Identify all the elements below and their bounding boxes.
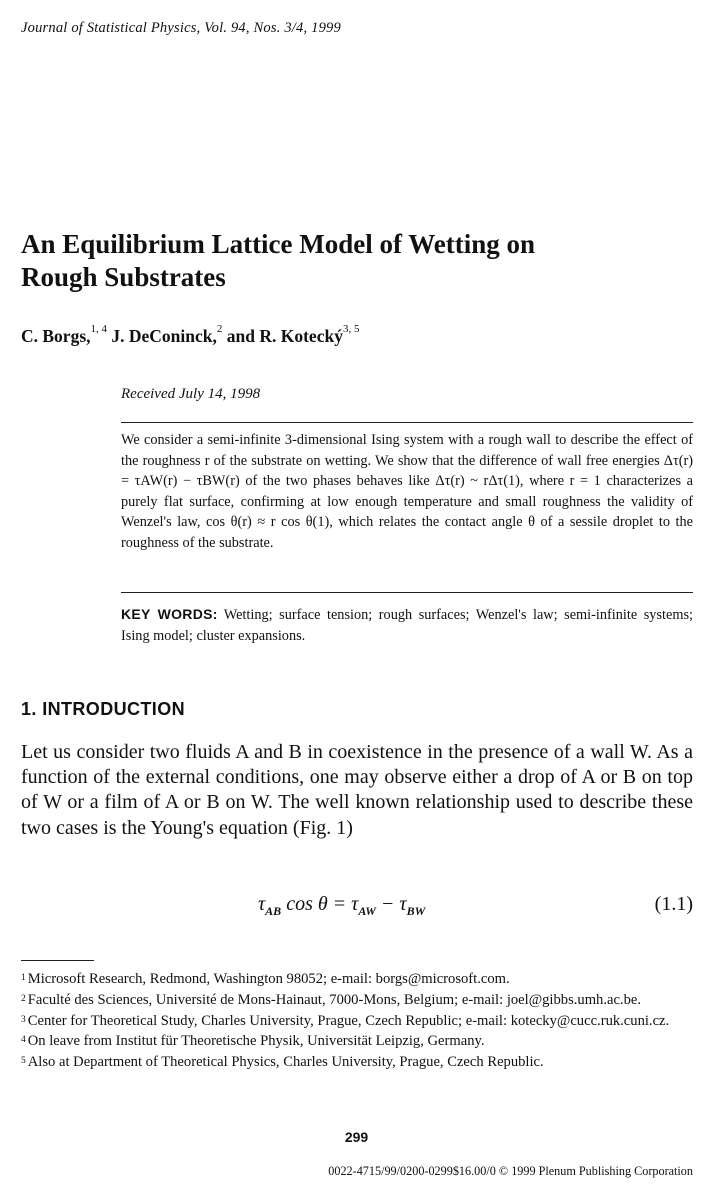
author-list — [21, 323, 360, 347]
footnote — [21, 1052, 693, 1073]
footnote-text: Also at Department of Theoretical Physics, Charles University, Prague, Czech Republic. — [27, 1054, 544, 1071]
footnote — [21, 990, 693, 1011]
author-name: and R. Kotecký — [226, 326, 343, 346]
footnote-text: Center for Theoretical Study, Charles University, Prague, Czech Republic; e-mail: kotecky@cucc.ruk.cuni.cz. — [27, 1012, 670, 1029]
eq-sub-bw: BW — [406, 904, 426, 918]
received-date: Received July 14, 1998 — [121, 386, 261, 402]
eq-sub-aw: AW — [358, 904, 376, 918]
intro-text: Let us consider two fluids A and B in coexistence in the presence of a wall W. As a function of the external conditions, one may observe either a drop of A or B on top of W or a film of A or B on W. The well known relationship used to describe these two cases is the Young's equation (Fig. 1) — [21, 741, 693, 839]
footnote-mark: 5 — [21, 1056, 26, 1067]
footnotes — [21, 969, 693, 1073]
eq-tau: τ — [258, 893, 266, 915]
author-affiliation: 3, 5 — [342, 323, 360, 335]
section-heading: 1. INTRODUCTION — [21, 699, 186, 719]
keywords — [121, 604, 693, 647]
eq-sub-ab: AB — [265, 904, 282, 918]
abstract — [121, 430, 693, 554]
author-name: C. Borgs, — [21, 326, 91, 346]
footnote-text: Microsoft Research, Redmond, Washington 98052; e-mail: borgs@microsoft.com. — [27, 971, 510, 987]
footnote-text: Faculté des Sciences, Université de Mons-Hainaut, 7000-Mons, Belgium; e-mail: joel@gibbs.umh.ac.be. — [27, 991, 642, 1008]
abstract-bottom-rule — [121, 592, 693, 593]
footnote-text: On leave from Institut für Theoretische Physik, Universität Leipzig, Germany. — [27, 1033, 485, 1050]
author-affiliation: 1, 4 — [90, 323, 108, 335]
footnote-mark: 1 — [21, 973, 26, 983]
eq-middle: cos θ = τ — [281, 893, 359, 915]
footnote-mark: 3 — [21, 1014, 26, 1025]
keywords-label: KEY WORDS: — [121, 606, 218, 622]
equation-1-1 — [21, 893, 693, 921]
footnote-rule — [21, 960, 94, 961]
title-line-1: An Equilibrium Lattice Model of Wetting on — [21, 229, 536, 259]
page-number: 299 — [344, 1129, 369, 1145]
title-line-2: Rough Substrates — [21, 262, 226, 292]
article-title — [21, 228, 701, 294]
copyright-line: 0022-4715/99/0200-0299$16.00/0 © 1999 Plenum Publishing Corporation — [328, 1164, 693, 1178]
intro-paragraph — [21, 740, 693, 841]
keywords-text: Wetting; surface tension; rough surfaces; Wenzel's law; semi-infinite systems; Ising model; cluster expansions. — [121, 607, 693, 644]
footnote — [21, 1031, 693, 1052]
journal-header: Journal of Statistical Physics, Vol. 94, Nos. 3/4, 1999 — [21, 20, 341, 36]
equation-number: (1.1) — [654, 893, 693, 915]
author-affiliation: 2 — [216, 323, 223, 335]
equation-body — [258, 893, 425, 919]
footnote-mark: 2 — [21, 993, 26, 1004]
footnote-mark: 4 — [21, 1035, 26, 1046]
abstract-text: We consider a semi-infinite 3-dimensional Ising system with a rough wall to describe the effect of the roughness r of the substrate on wetting. We show that the difference of wall free energies Δτ(r) = τAW(r) − τBW(r) of the two phases behaves like Δτ(r) ~ rΔτ(1), where r = 1 characterizes a purely flat surface, confirming at low enough temperature and small roughness the validity of Wenzel's law, cos θ(r) ≈ r cos θ(1), which relates the contact angle θ of a sessile droplet to the roughness of the substrate. — [121, 432, 693, 551]
footnote — [21, 1011, 693, 1032]
footnote — [21, 969, 693, 990]
eq-minus: − τ — [375, 893, 407, 915]
author-name: J. DeConinck, — [111, 326, 217, 346]
abstract-top-rule — [121, 422, 693, 423]
